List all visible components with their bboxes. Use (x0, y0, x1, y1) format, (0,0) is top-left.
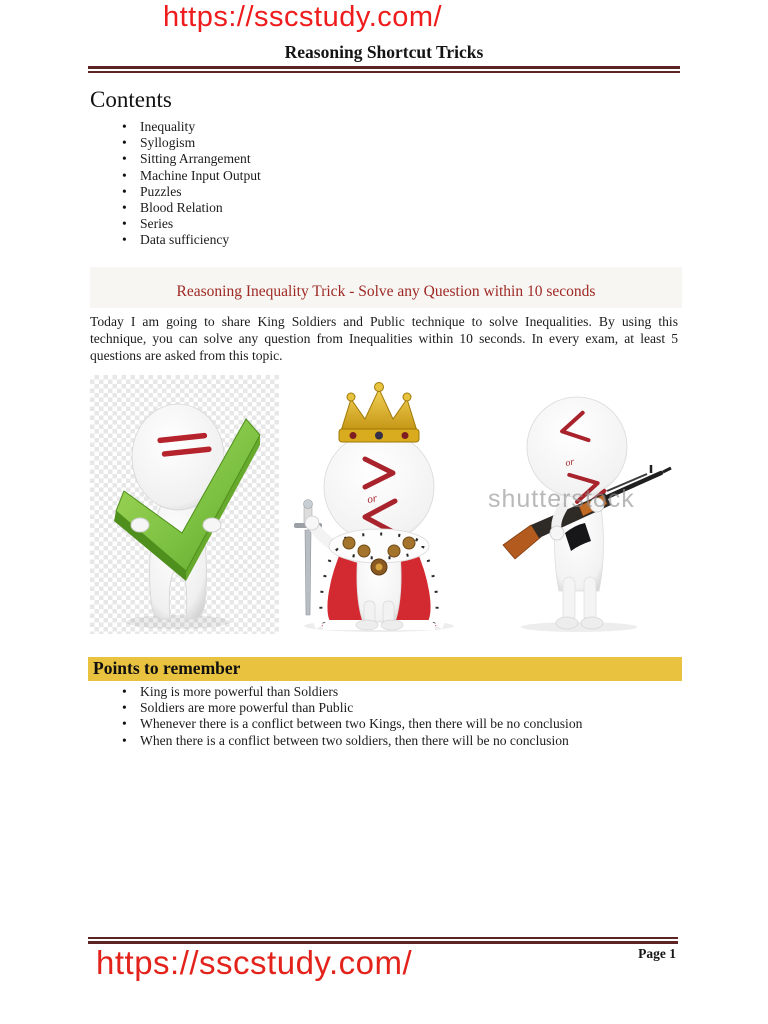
list-item-text: Whenever there is a conflict between two Kings, then there will be no conclusion (140, 716, 583, 732)
section-heading-box (90, 267, 682, 308)
points-heading-bar (88, 657, 682, 681)
inequality-illustration (90, 375, 683, 634)
public-figure-with-check-illustration (90, 375, 279, 634)
shutterstock-watermark: shutterstock (488, 485, 635, 513)
public-figure-panel (90, 375, 279, 634)
contents-heading: Contents (90, 87, 172, 112)
list-item (90, 700, 678, 716)
section-heading: Reasoning Inequality Trick - Solve any Question within 10 seconds (176, 283, 596, 300)
list-item (90, 232, 650, 248)
list-item (90, 151, 650, 167)
contents-list (90, 119, 650, 249)
list-item (90, 733, 678, 749)
header-url-link[interactable]: https://sscstudy.com/ (163, 1, 443, 33)
list-item-text: Syllogism (140, 135, 196, 151)
document-title: Reasoning Shortcut Tricks (284, 42, 484, 62)
list-item-text: Inequality (140, 119, 196, 134)
list-item-text: Machine Input Output (140, 167, 261, 183)
list-item-text: Soldiers are more powerful than Public (140, 700, 354, 716)
list-item (90, 684, 678, 700)
points-list (90, 684, 678, 749)
king-figure-panel (279, 375, 479, 634)
soldier-face-or-text: or (564, 456, 576, 470)
list-item (90, 168, 650, 184)
list-item (90, 135, 650, 151)
list-item-text: Sitting Arrangement (140, 151, 251, 167)
gold-crown (339, 383, 419, 443)
list-item-text: King is more powerful than Soldiers (140, 684, 339, 699)
list-item (90, 216, 650, 232)
list-item-text: Data sufficiency (140, 232, 230, 248)
list-item (90, 716, 678, 732)
intro-paragraph: Today I am going to share King Soldiers and Public technique to solve Inequalities. By using this technique, you can solve any question from Inequalities within 10 seconds. In every exam, at least 5 questions are asked from this topic. (90, 314, 678, 363)
points-heading: Points to remember (93, 658, 241, 678)
header-rule (88, 66, 680, 73)
king-face-or-text: or (366, 492, 379, 507)
king-figure-illustration (279, 375, 479, 634)
list-item (90, 119, 650, 135)
page-number: Page 1 (638, 946, 676, 961)
list-item-text: When there is a conflict between two soldiers, then there will be no conclusion (140, 732, 569, 748)
list-item-text: Blood Relation (140, 200, 223, 216)
footer-url-link[interactable]: https://sscstudy.com/ (96, 944, 413, 981)
list-item (90, 184, 650, 200)
list-item-text: Series (140, 216, 174, 232)
list-item-text: Puzzles (140, 183, 182, 199)
list-item (90, 200, 650, 216)
footer-rule (88, 937, 678, 944)
